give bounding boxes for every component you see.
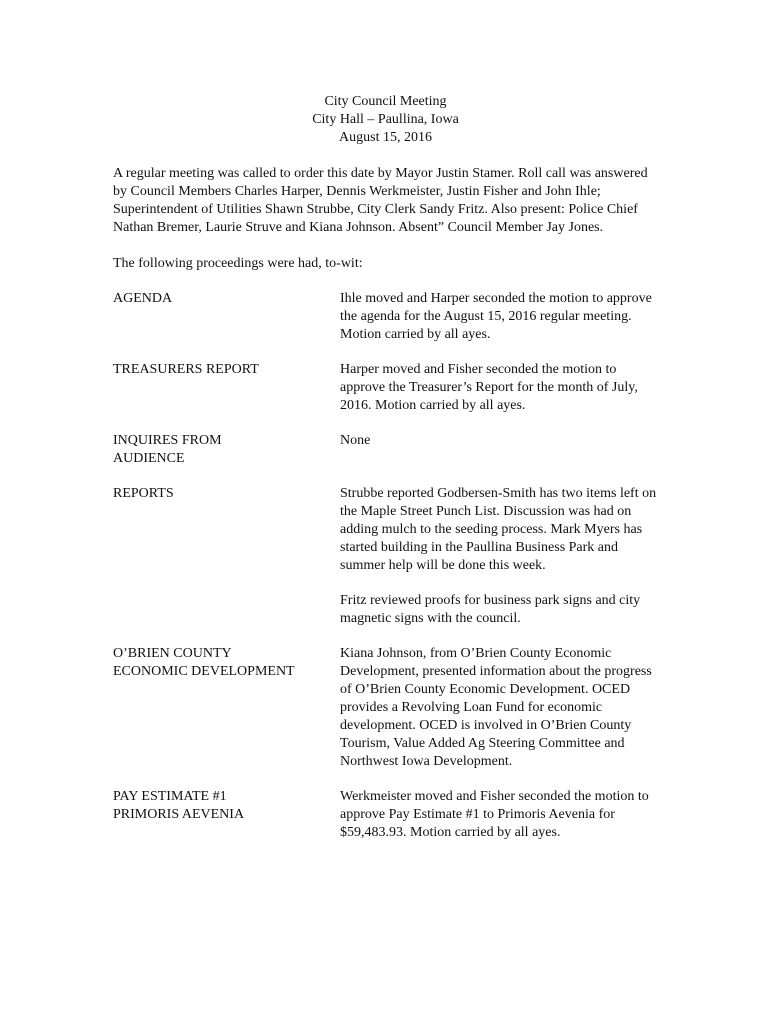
meeting-date: August 15, 2016 [339,130,432,145]
item-label: REPORTS [113,486,174,501]
item-paragraph: Werkmeister moved and Fisher seconded the motion to approve Pay Estimate #1 to Primoris Aevenia for $59,483.93. Motion carried by all ayes. [340,789,649,840]
item-label: O’BRIEN COUNTY ECONOMIC DEVELOPMENT [113,646,295,679]
minutes-item-reports [113,485,658,628]
proceedings-line: The following proceedings were had, to-wit: [113,256,363,271]
minutes-items [113,290,658,842]
item-body [340,432,658,450]
minutes-item-economic-development [113,645,658,771]
item-paragraph: Harper moved and Fisher seconded the motion to approve the Treasurer’s Report for the month of July, 2016. Motion carried by all ayes. [340,362,638,413]
item-label: INQUIRES FROM AUDIENCE [113,433,222,466]
minutes-item-treasurers-report [113,361,658,415]
minutes-item-agenda [113,290,658,344]
item-body [340,485,658,628]
item-body [340,788,658,842]
item-paragraph: Ihle moved and Harper seconded the motion to approve the agenda for the August 15, 2016 regular meeting. Motion carried by all ayes. [340,291,652,342]
minutes-item-pay-estimate [113,788,658,842]
meeting-location: City Hall – Paullina, Iowa [312,112,459,127]
item-paragraph: Fritz reviewed proofs for business park signs and city magnetic signs with the council. [340,593,641,626]
item-paragraph: None [340,433,371,448]
minutes-item-inquires [113,432,658,468]
item-paragraph: Kiana Johnson, from O’Brien County Economic Development, presented information about the progress of O’Brien County Economic Development. OCED provides a Revolving Loan Fund for economic development. OCED is involved in O’Brien County Tourism, Value Added Ag Steering Committee and Northwest Iowa Development. [340,646,652,769]
item-body [340,290,658,344]
document-page [113,93,658,859]
meeting-title: City Council Meeting [324,94,447,109]
item-body [340,361,658,415]
document-header [113,93,658,147]
intro-paragraph: A regular meeting was called to order this date by Mayor Justin Stamer. Roll call was answered by Council Members Charles Harper, Dennis Werkmeister, Justin Fisher and John Ihle; Superintendent of Utilities Shawn Strubbe, City Clerk Sandy Fritz. Also present: Police Chief Nathan Bremer, Laurie Struve and Kiana Johnson. Absent” Council Member Jay Jones. [113,166,648,235]
item-label: PAY ESTIMATE #1 PRIMORIS AEVENIA [113,789,245,822]
item-label: AGENDA [113,291,173,306]
item-body [340,645,658,771]
item-paragraph: Strubbe reported Godbersen-Smith has two items left on the Maple Street Punch List. Discussion was had on adding mulch to the seeding process. Mark Myers has started building in the Paullina Business Park and summer help will be done this week. [340,486,657,573]
item-label: TREASURERS REPORT [113,362,259,377]
